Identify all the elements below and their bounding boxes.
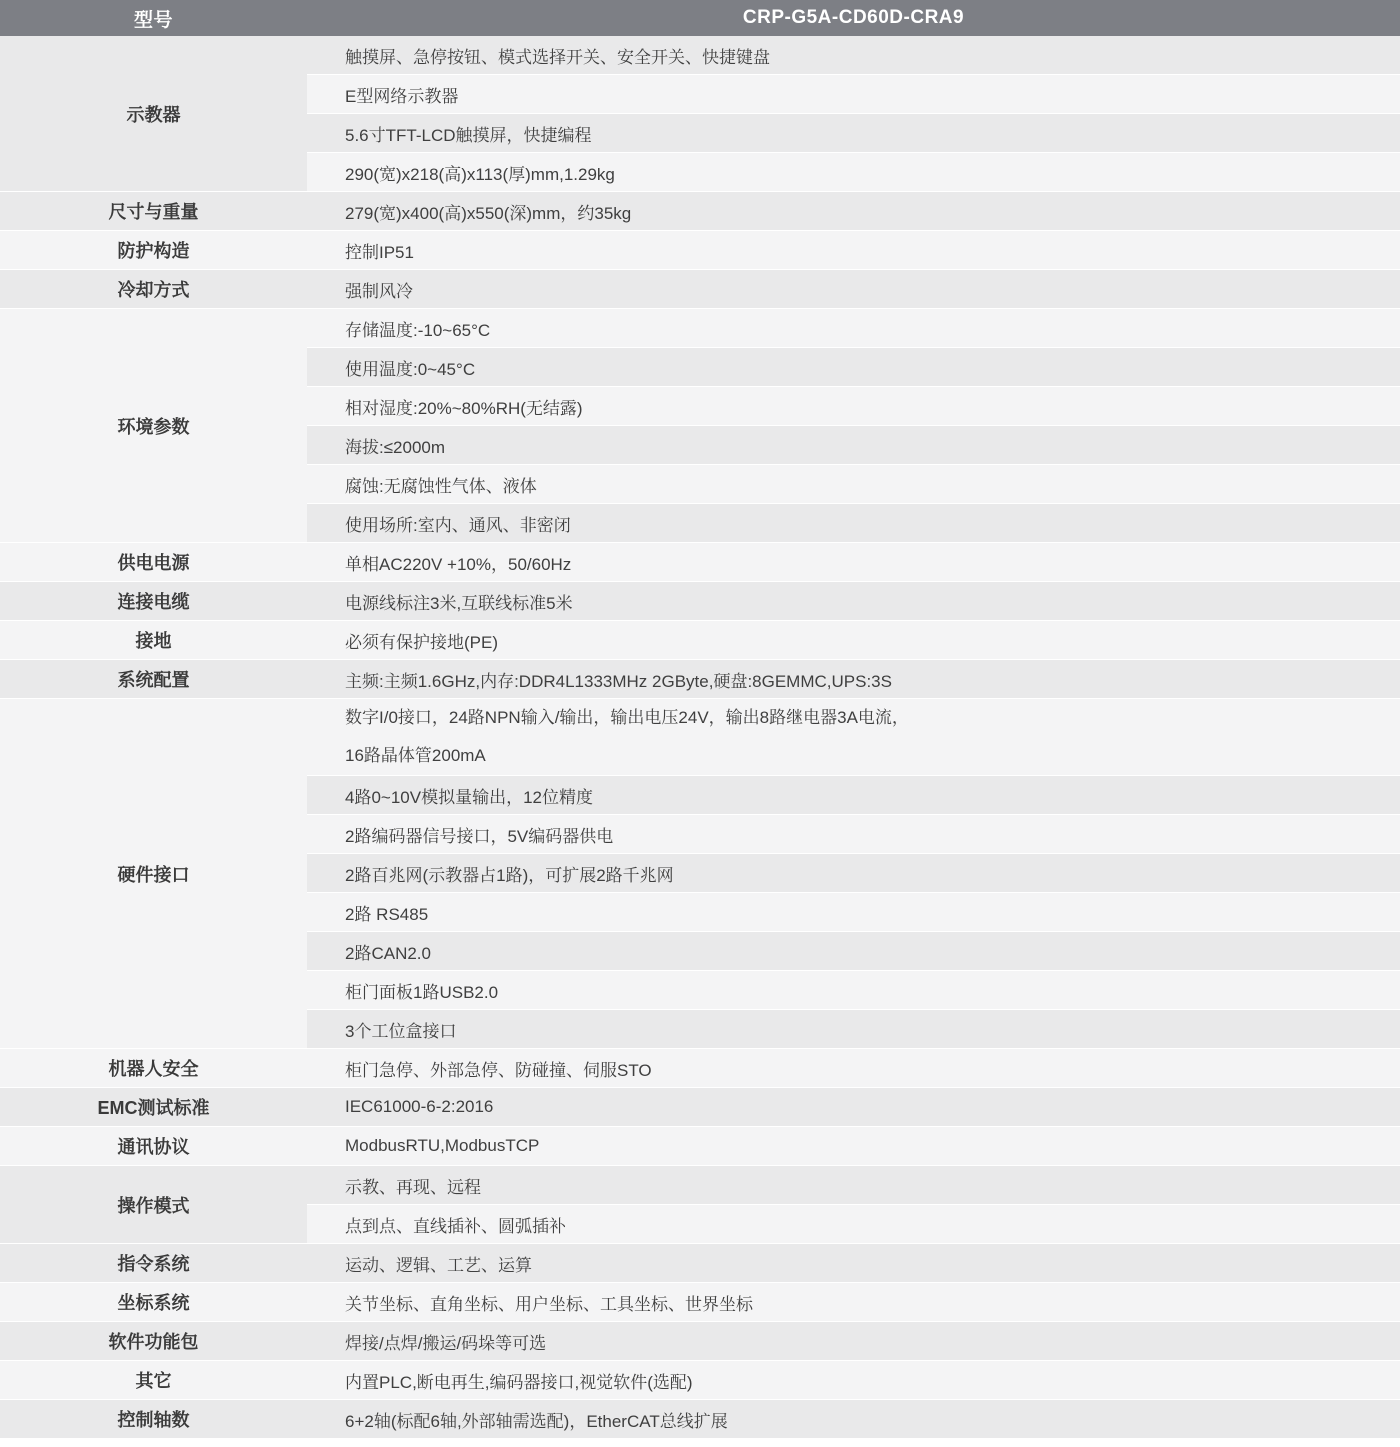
row-values	[307, 543, 1400, 582]
row-label: 连接电缆	[0, 582, 307, 621]
value-cell: 2路 RS485	[307, 893, 1400, 932]
value-cell: 使用场所:室内、通风、非密闭	[307, 504, 1400, 543]
value-cell: 触摸屏、急停按钮、模式选择开关、安全开关、快捷键盘	[307, 36, 1400, 75]
value-cell: 点到点、直线插补、圆弧插补	[307, 1205, 1400, 1244]
value-cell: 2路编码器信号接口，5V编码器供电	[307, 815, 1400, 854]
row-values	[307, 1127, 1400, 1166]
table-row	[0, 309, 1400, 543]
row-values	[307, 270, 1400, 309]
value-cell: 海拔:≤2000m	[307, 426, 1400, 465]
value-cell: IEC61000-6-2:2016	[307, 1088, 1400, 1126]
value-cell: 柜门面板1路USB2.0	[307, 971, 1400, 1010]
row-label: 操作模式	[0, 1166, 307, 1244]
table-row	[0, 1049, 1400, 1088]
row-label: 冷却方式	[0, 270, 307, 309]
row-values	[307, 1166, 1400, 1244]
value-cell: ModbusRTU,ModbusTCP	[307, 1127, 1400, 1165]
value-cell: 必须有保护接地(PE)	[307, 621, 1400, 659]
header-label-cell: 型号	[0, 0, 307, 36]
row-values	[307, 1283, 1400, 1322]
table-row	[0, 621, 1400, 660]
table-row	[0, 1127, 1400, 1166]
value-cell: 2路CAN2.0	[307, 932, 1400, 971]
row-values	[307, 36, 1400, 192]
table-row	[0, 1361, 1400, 1400]
row-label: 软件功能包	[0, 1322, 307, 1361]
value-cell: 运动、逻辑、工艺、运算	[307, 1244, 1400, 1282]
row-label: 接地	[0, 621, 307, 660]
value-cell: 控制IP51	[307, 231, 1400, 269]
row-values	[307, 1088, 1400, 1127]
row-values	[307, 699, 1400, 1049]
row-label: EMC测试标准	[0, 1088, 307, 1127]
header-value-cell: CRP-G5A-CD60D-CRA9	[307, 0, 1400, 36]
table-row	[0, 270, 1400, 309]
row-label: 机器人安全	[0, 1049, 307, 1088]
value-cell: E型网络示教器	[307, 75, 1400, 114]
value-cell: 相对湿度:20%~80%RH(无结露)	[307, 387, 1400, 426]
table-row	[0, 1400, 1400, 1439]
table-row	[0, 1244, 1400, 1283]
value-cell: 关节坐标、直角坐标、用户坐标、工具坐标、世界坐标	[307, 1283, 1400, 1321]
row-label: 环境参数	[0, 309, 307, 543]
value-cell: 强制风冷	[307, 270, 1400, 308]
value-cell: 存储温度:-10~65°C	[307, 309, 1400, 348]
value-cell: 示教、再现、远程	[307, 1166, 1400, 1205]
table-row	[0, 660, 1400, 699]
row-values	[307, 1400, 1400, 1439]
value-cell: 4路0~10V模拟量输出，12位精度	[307, 776, 1400, 815]
value-cell: 主频:主频1.6GHz,内存:DDR4L1333MHz 2GByte,硬盘:8GEMMC,UPS:3S	[307, 660, 1400, 698]
value-cell: 数字I/0接口，24路NPN输入/输出，输出电压24V，输出8路继电器3A电流， 16路晶体管200mA	[307, 699, 1400, 776]
table-row	[0, 1088, 1400, 1127]
table-body	[0, 36, 1400, 1439]
table-row	[0, 699, 1400, 1049]
table-row	[0, 36, 1400, 192]
table-header-row	[0, 0, 1400, 36]
row-values	[307, 1244, 1400, 1283]
row-values	[307, 582, 1400, 621]
row-label: 硬件接口	[0, 699, 307, 1049]
row-values	[307, 309, 1400, 543]
table-row	[0, 192, 1400, 231]
value-cell: 3个工位盒接口	[307, 1010, 1400, 1049]
row-label: 其它	[0, 1361, 307, 1400]
value-cell: 5.6寸TFT-LCD触摸屏，快捷编程	[307, 114, 1400, 153]
row-values	[307, 1322, 1400, 1361]
value-cell: 腐蚀:无腐蚀性气体、液体	[307, 465, 1400, 504]
row-values	[307, 1049, 1400, 1088]
row-values	[307, 660, 1400, 699]
row-label: 坐标系统	[0, 1283, 307, 1322]
row-values	[307, 231, 1400, 270]
row-label: 通讯协议	[0, 1127, 307, 1166]
table-row	[0, 231, 1400, 270]
table-row	[0, 582, 1400, 621]
table-row	[0, 543, 1400, 582]
value-cell: 柜门急停、外部急停、防碰撞、伺服STO	[307, 1049, 1400, 1087]
value-cell: 焊接/点焊/搬运/码垛等可选	[307, 1322, 1400, 1360]
value-cell: 6+2轴(标配6轴,外部轴需选配)，EtherCAT总线扩展	[307, 1400, 1400, 1438]
value-cell: 279(宽)x400(高)x550(深)mm，约35kg	[307, 192, 1400, 230]
row-label: 控制轴数	[0, 1400, 307, 1439]
row-label: 供电电源	[0, 543, 307, 582]
table-row	[0, 1166, 1400, 1244]
value-cell: 电源线标注3米,互联线标准5米	[307, 582, 1400, 620]
row-label: 示教器	[0, 36, 307, 192]
value-cell: 内置PLC,断电再生,编码器接口,视觉软件(选配)	[307, 1361, 1400, 1399]
row-label: 指令系统	[0, 1244, 307, 1283]
value-cell: 290(宽)x218(高)x113(厚)mm,1.29kg	[307, 153, 1400, 192]
row-values	[307, 621, 1400, 660]
value-cell: 2路百兆网(示教器占1路)，可扩展2路千兆网	[307, 854, 1400, 893]
row-label: 系统配置	[0, 660, 307, 699]
value-cell: 单相AC220V +10%，50/60Hz	[307, 543, 1400, 581]
table-row	[0, 1322, 1400, 1361]
row-label: 防护构造	[0, 231, 307, 270]
row-values	[307, 192, 1400, 231]
row-label: 尺寸与重量	[0, 192, 307, 231]
table-row	[0, 1283, 1400, 1322]
value-cell: 使用温度:0~45°C	[307, 348, 1400, 387]
row-values	[307, 1361, 1400, 1400]
